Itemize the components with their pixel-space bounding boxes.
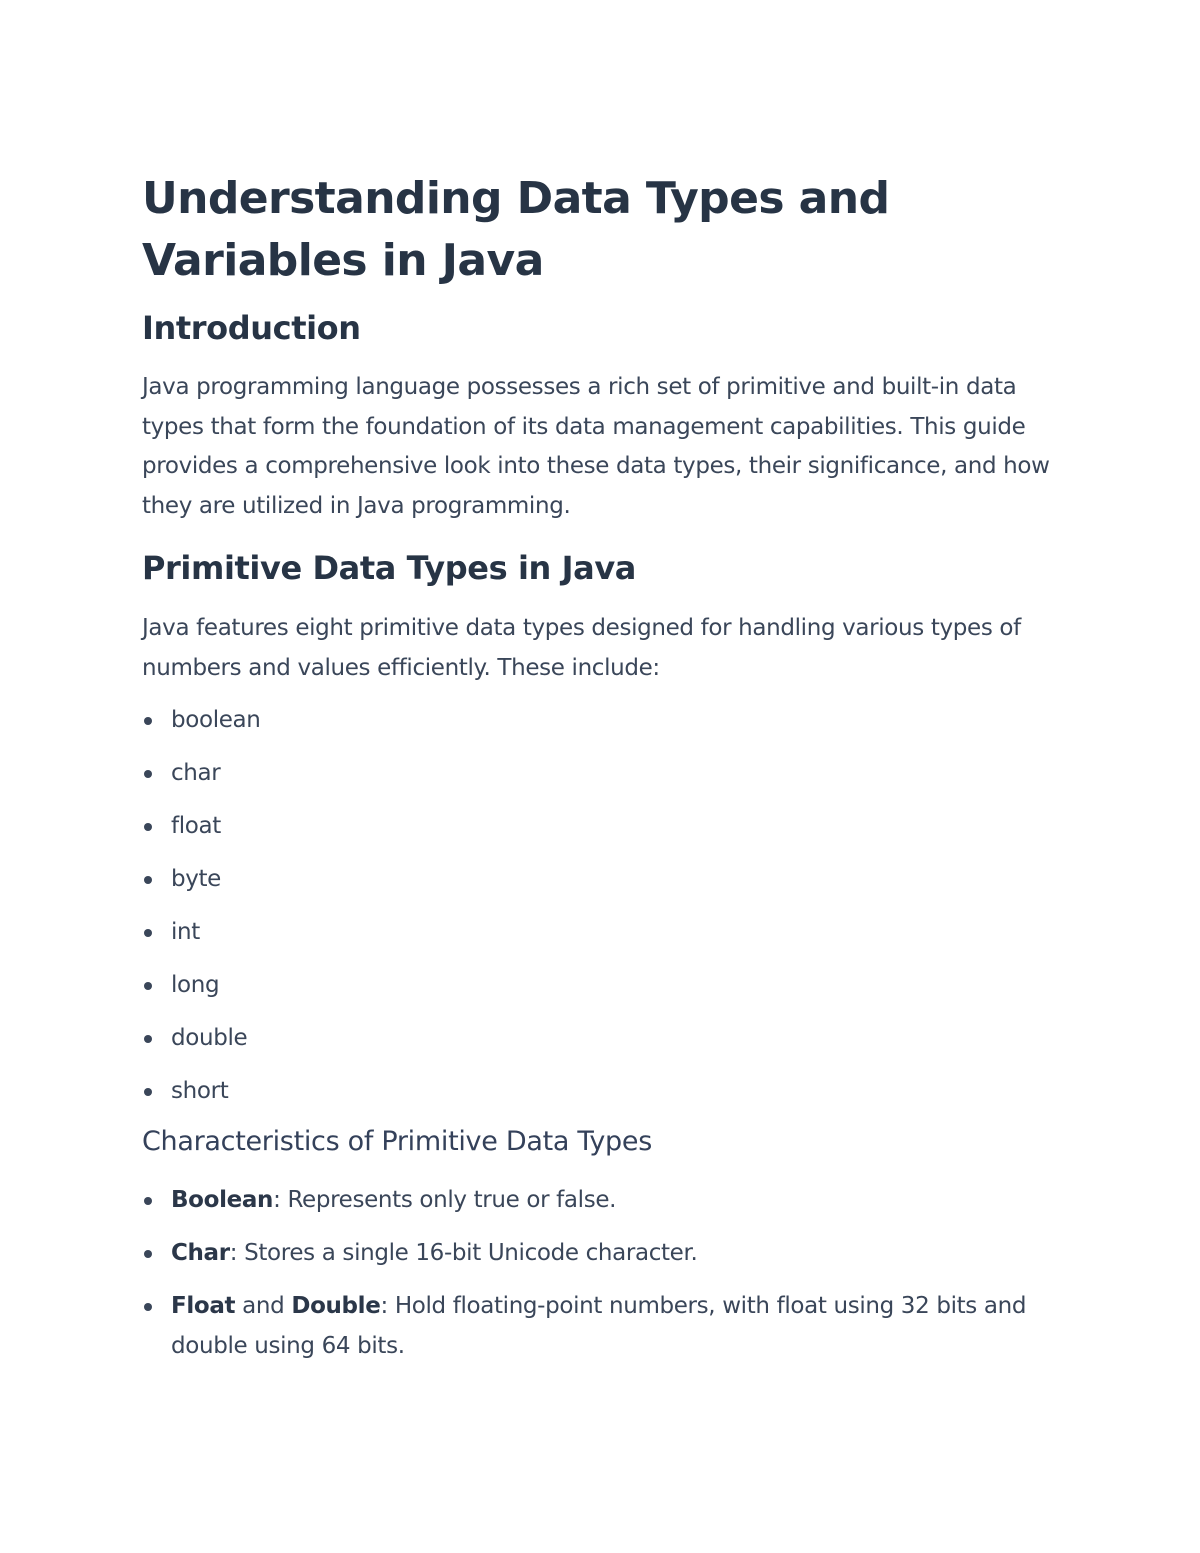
characteristics-heading: Characteristics of Primitive Data Types <box>142 1126 652 1157</box>
term-separator: : <box>273 1187 288 1213</box>
bullet-icon <box>144 1088 152 1096</box>
list-item-text: double <box>171 1025 248 1051</box>
list-item-text: char <box>171 760 221 786</box>
list-item <box>142 965 1057 1005</box>
list-item <box>142 1071 1057 1111</box>
term-separator: : <box>229 1240 245 1266</box>
list-item-text: float <box>171 813 221 839</box>
characteristic-text: Stores a single 16-bit Unicode character. <box>244 1240 698 1266</box>
primitive-types-paragraph: Java features eight primitive data types designed for handling various types of numbers and values efficiently. These include: <box>142 615 1021 681</box>
list-item-text: short <box>171 1078 229 1104</box>
term-joiner: and <box>235 1293 292 1319</box>
bullet-icon <box>144 717 152 725</box>
characteristic-term: Char <box>171 1240 230 1266</box>
characteristic-char <box>142 1233 1057 1273</box>
page-title: Understanding Data Types and Variables in Java <box>142 173 890 286</box>
primitive-types-heading: Primitive Data Types in Java <box>142 549 637 587</box>
list-item-text: long <box>171 972 220 998</box>
list-item-text: boolean <box>171 707 261 733</box>
bullet-icon <box>144 1197 152 1205</box>
list-item <box>142 700 1057 740</box>
list-item <box>142 859 1057 899</box>
bullet-icon <box>144 929 152 937</box>
introduction-heading: Introduction <box>142 309 361 347</box>
characteristic-term: Float <box>171 1293 236 1319</box>
characteristics-list <box>142 1180 1057 1366</box>
primitive-types-list <box>142 700 1057 1111</box>
bullet-icon <box>144 1035 152 1043</box>
list-item-text: int <box>171 919 200 945</box>
list-item-text: byte <box>171 866 221 892</box>
introduction-paragraph: Java programming language possesses a rich set of primitive and built-in data types that form the foundation of its data management capabilities. This guide provides a comprehensive look into these data types, their significance, and how they are utilized in Java programming. <box>142 374 1050 519</box>
bullet-icon <box>144 770 152 778</box>
characteristic-boolean <box>142 1180 1057 1220</box>
list-item <box>142 912 1057 952</box>
bullet-icon <box>144 1303 152 1311</box>
term-separator: : <box>380 1293 395 1319</box>
bullet-icon <box>144 823 152 831</box>
list-item <box>142 806 1057 846</box>
characteristic-text: Represents only true or false. <box>287 1187 617 1213</box>
characteristic-text: Hold floating-point numbers, with float using 32 bits and double using 64 bits. <box>171 1293 1027 1359</box>
characteristic-term: Boolean <box>171 1187 274 1213</box>
list-item <box>142 753 1057 793</box>
characteristic-float-double <box>142 1286 1057 1366</box>
document-page <box>142 168 1057 1379</box>
bullet-icon <box>144 1250 152 1258</box>
characteristic-term-2: Double <box>291 1293 381 1319</box>
list-item <box>142 1018 1057 1058</box>
bullet-icon <box>144 876 152 884</box>
bullet-icon <box>144 982 152 990</box>
